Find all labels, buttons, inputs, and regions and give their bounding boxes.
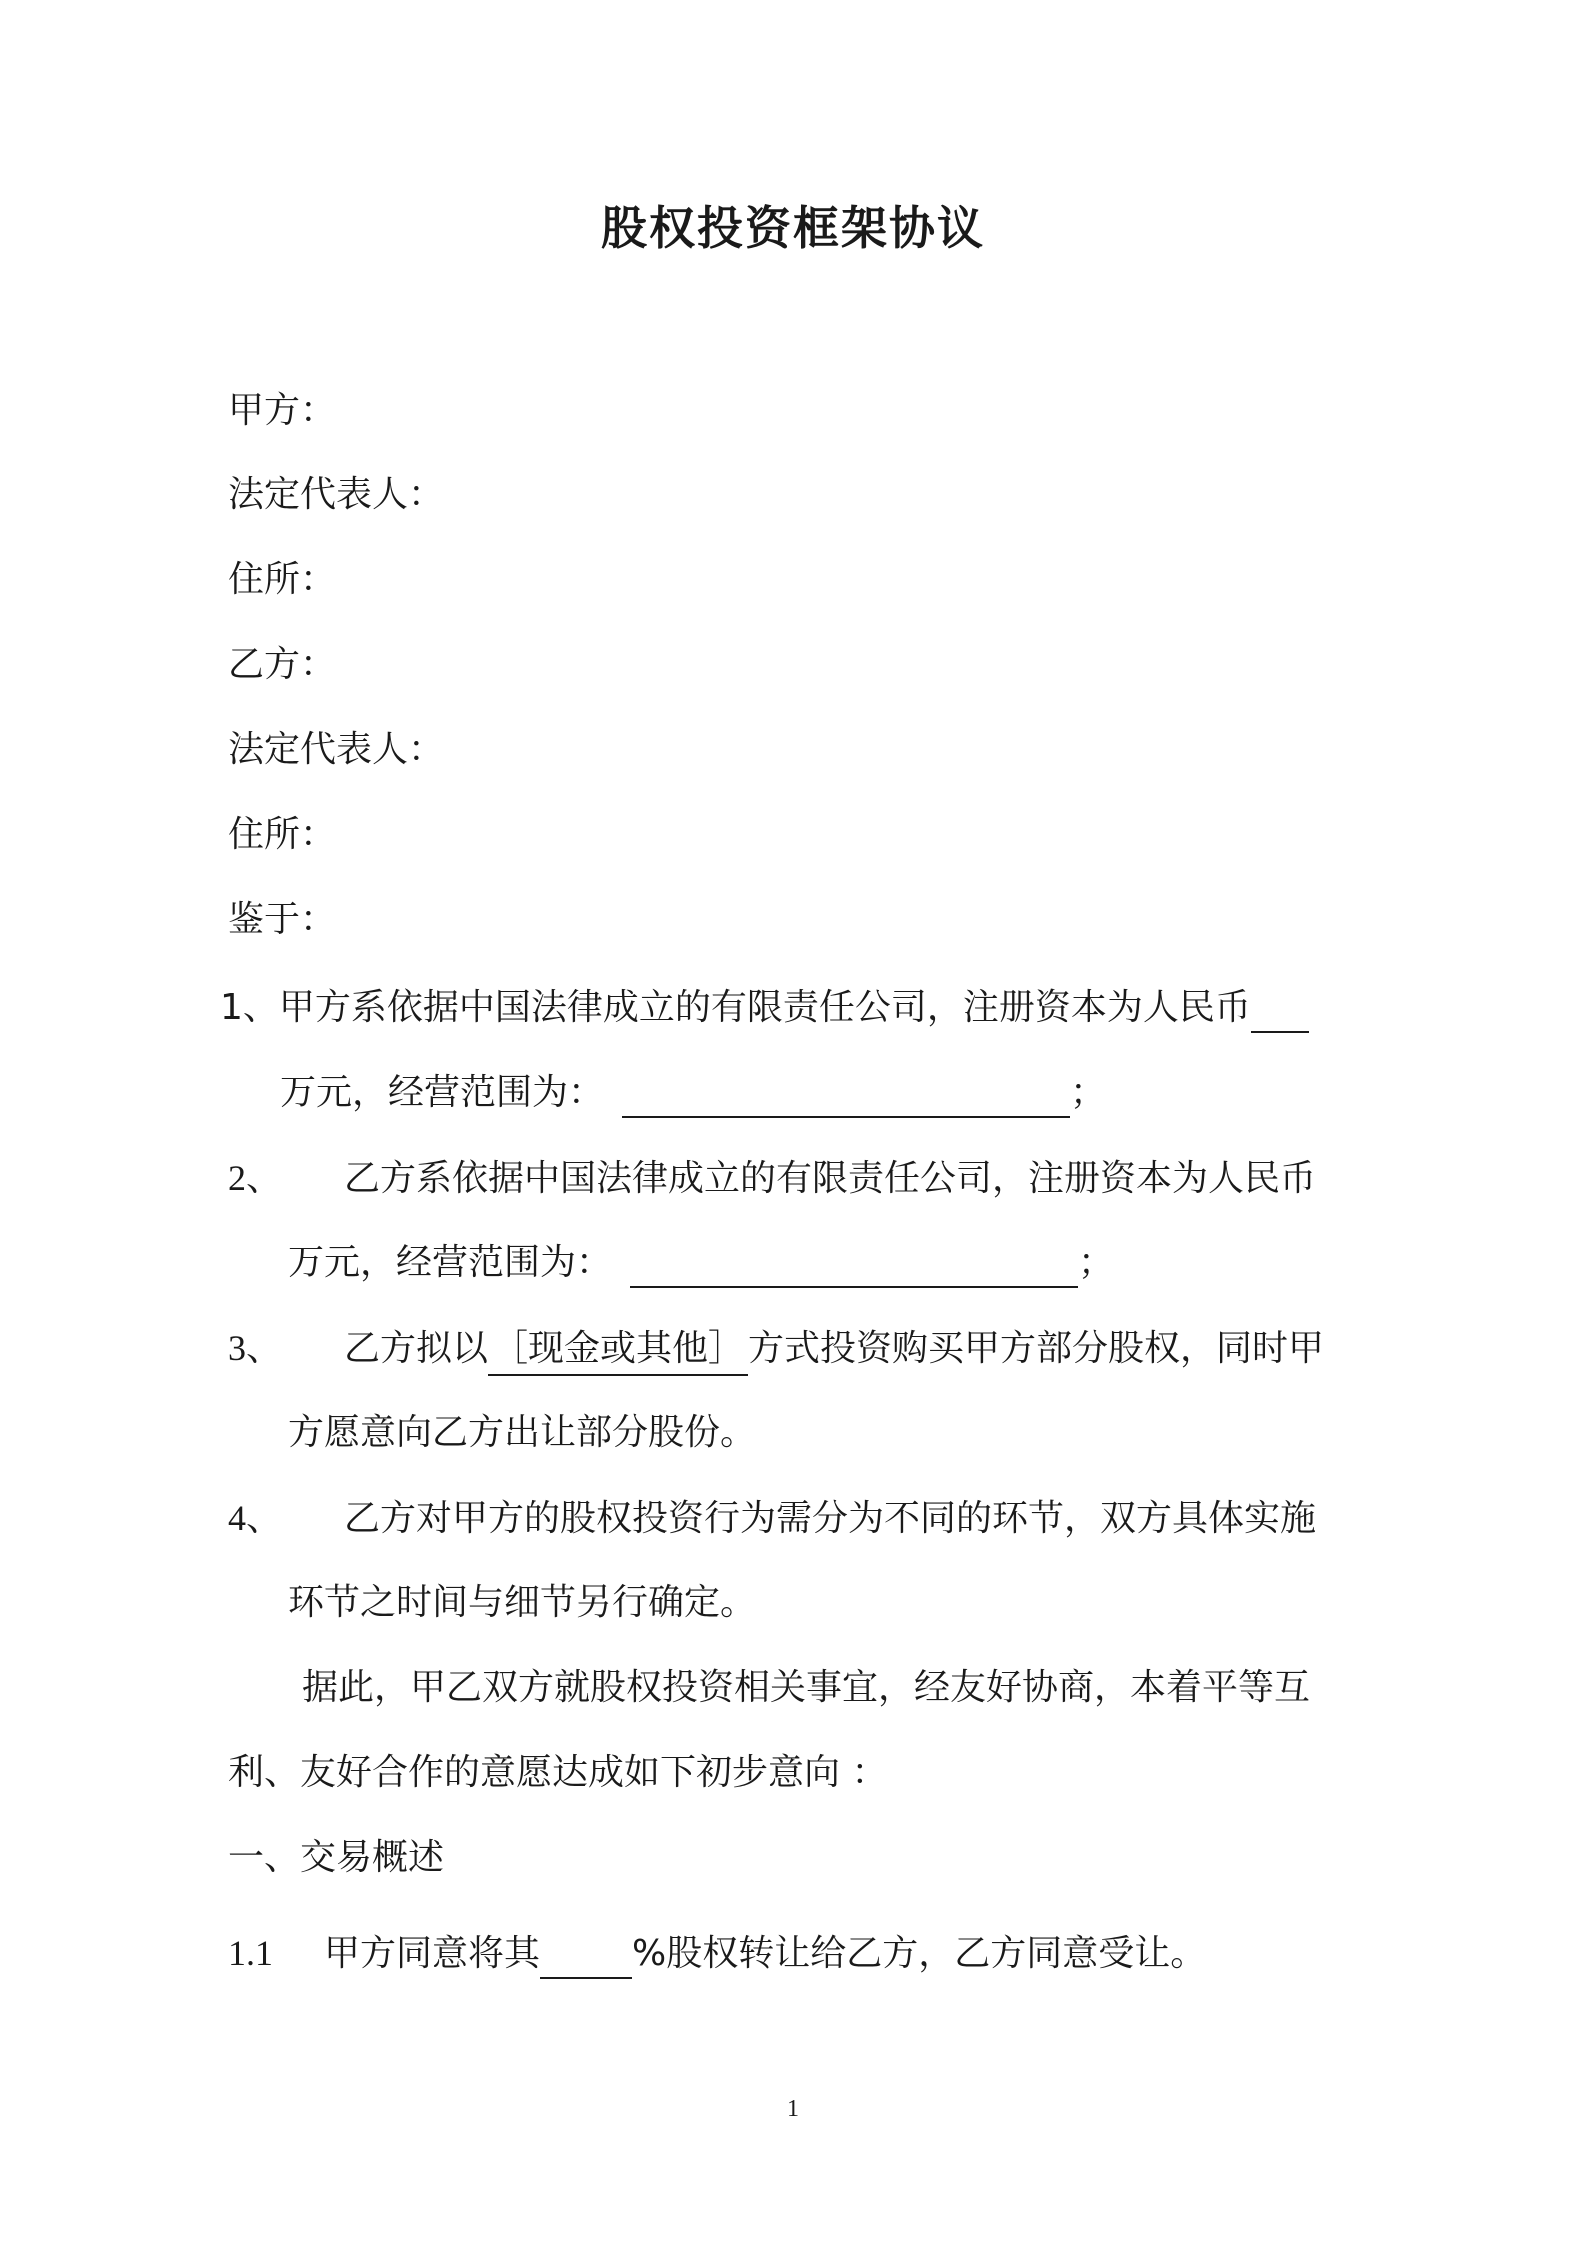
clause-1-1-number: 1.1	[228, 1933, 273, 1973]
equity-percent-blank	[540, 1933, 632, 1979]
recital-3-text-a: 乙方拟以	[344, 1328, 489, 1369]
recital-2-line-2	[288, 1238, 1114, 1288]
recital-4-line-1	[228, 1493, 1316, 1544]
document-title: 股权投资框架协议	[601, 201, 985, 255]
capital-blank-a	[1251, 987, 1309, 1033]
recital-4-text: 乙方对甲方的股权投资行为需分为不同的环节，双方具体实施	[344, 1498, 1317, 1539]
recital-1-number: 1、	[220, 987, 279, 1028]
scope-blank-a	[622, 1072, 1070, 1118]
recital-2-scope-label: 万元，经营范围为：	[288, 1242, 613, 1283]
whereas-label: 鉴于：	[228, 899, 337, 940]
party-b-address-label: 住所：	[228, 814, 337, 855]
party-a-address-label: 住所：	[228, 559, 337, 600]
payment-method-field: ［现金或其他］	[488, 1324, 748, 1376]
recital-1-end: ；	[1070, 1072, 1107, 1113]
party-b-rep-label: 法定代表人：	[228, 729, 445, 770]
recital-3-number: 3、	[228, 1328, 283, 1368]
recital-2-text: 乙方系依据中国法律成立的有限责任公司，注册资本为人民币	[344, 1158, 1317, 1199]
party-a-rep-label: 法定代表人：	[228, 474, 445, 515]
recital-1-line-2	[280, 1068, 1106, 1118]
recital-2-number: 2、	[228, 1158, 283, 1198]
recital-1-text: 甲方系依据中国法律成立的有限责任公司，注册资本为人民币	[278, 987, 1251, 1028]
clause-1-1-text-a: 甲方同意将其	[324, 1933, 541, 1974]
recital-3-text-c: 方式投资购买甲方部分股权，同时甲	[748, 1328, 1325, 1369]
clause-1-1	[228, 1928, 1206, 1979]
recital-2-line-1	[228, 1153, 1316, 1204]
recital-3-line-2: 方愿意向乙方出让部分股份。	[288, 1412, 757, 1453]
recital-1-scope-label: 万元，经营范围为：	[280, 1072, 605, 1113]
clause-1-1-text-b: %股权转让给乙方，乙方同意受让。	[632, 1933, 1207, 1974]
agreement-paragraph-line-1: 据此，甲乙双方就股权投资相关事宜，经友好协商，本着平等互	[302, 1667, 1311, 1708]
recital-4-number: 4、	[228, 1498, 283, 1538]
recital-1-line-1	[220, 983, 1309, 1033]
recital-4-line-2: 环节之时间与细节另行确定。	[288, 1582, 757, 1623]
page-number: 1	[787, 2096, 799, 2122]
party-a-label: 甲方：	[228, 390, 337, 431]
agreement-paragraph-line-2: 利、友好合作的意愿达成如下初步意向 ：	[228, 1752, 888, 1793]
recital-3-line-1	[228, 1323, 1324, 1376]
party-b-label: 乙方：	[228, 644, 337, 685]
recital-2-end: ；	[1078, 1242, 1115, 1283]
section-1-title: 一、交易概述	[228, 1837, 445, 1878]
scope-blank-b	[630, 1242, 1078, 1288]
